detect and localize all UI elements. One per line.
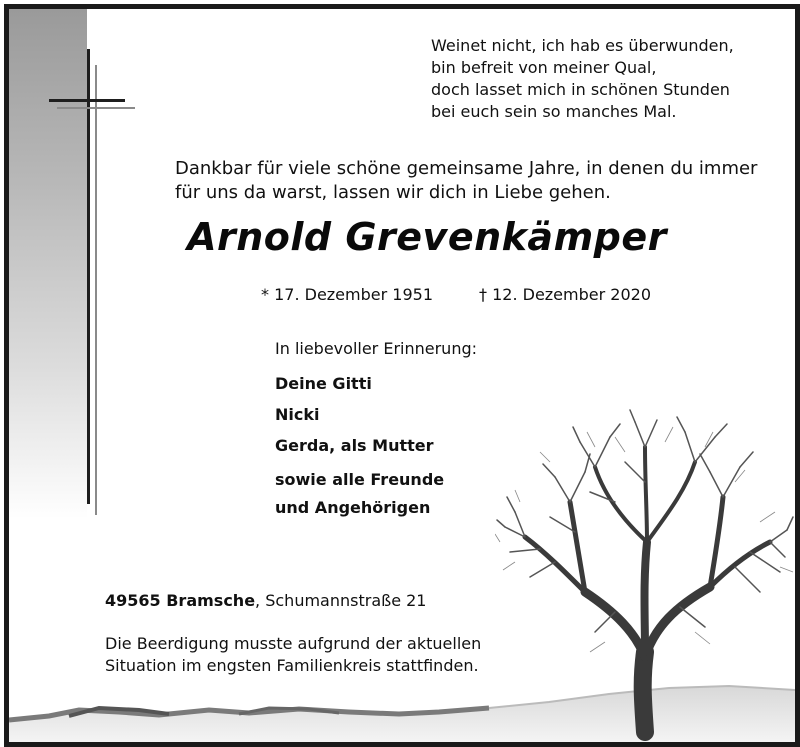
memory-label: In liebevoller Erinnerung: <box>275 339 477 358</box>
poem <box>431 35 734 123</box>
tree-illustration <box>495 402 795 742</box>
notice-line: Situation im engsten Familienkreis stattfinden. <box>105 656 479 675</box>
mourners-list <box>275 373 444 528</box>
intro-text <box>175 157 757 205</box>
intro-line: für uns da warst, lassen wir dich in Liebe gehen. <box>175 182 611 203</box>
poem-line: Weinet nicht, ich hab es überwunden, <box>431 36 734 55</box>
funeral-notice <box>105 633 481 677</box>
poem-line: bin befreit von meiner Qual, <box>431 58 657 77</box>
poem-line: bei euch sein so manches Mal. <box>431 102 677 121</box>
mourner-name: und Angehörigen <box>275 498 431 517</box>
notice-line: Die Beerdigung musste aufgrund der aktuellen <box>105 634 482 653</box>
mourner-name: Deine Gitti <box>275 374 372 393</box>
mourner-name: Nicki <box>275 405 320 424</box>
mourner-name: Gerda, als Mutter <box>275 436 434 455</box>
deceased-name: Arnold Grevenkämper <box>187 215 667 259</box>
address-city: 49565 Bramsche <box>105 591 256 610</box>
address <box>105 591 426 610</box>
cross-icon <box>49 49 149 519</box>
intro-line: Dankbar für viele schöne gemeinsame Jahre, in denen du immer <box>175 158 758 179</box>
poem-line: doch lasset mich in schönen Stunden <box>431 80 730 99</box>
death-date: † 12. Dezember 2020 <box>479 285 651 304</box>
address-street: , Schumannstraße 21 <box>255 591 427 610</box>
obituary-frame <box>4 4 800 747</box>
birth-date: * 17. Dezember 1951 <box>261 285 433 304</box>
mourner-name: sowie alle Freunde <box>275 470 445 489</box>
